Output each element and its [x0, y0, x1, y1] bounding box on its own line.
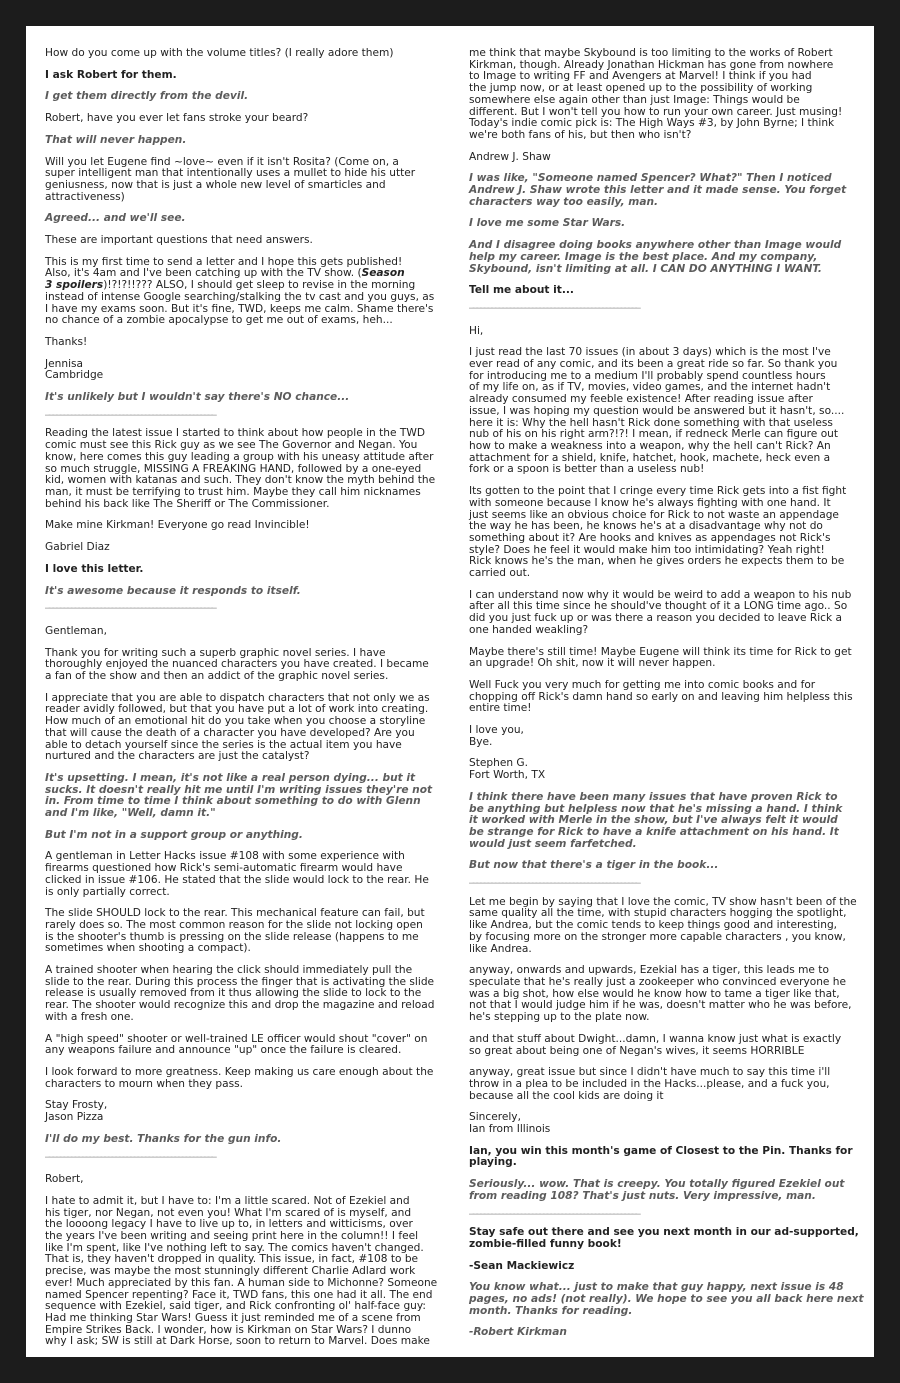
kirkman-response: It's upsetting. I mean, it's not like a real person dying... but it sucks. It doesn't really hit me until I'm writing issues they're not in. From time to time I think about something to do with Glenn and I'm like, "Well, damn it."	[45, 771, 433, 820]
letter-text: Thanks!	[45, 335, 88, 348]
left-column	[45, 48, 445, 1357]
letter-question: How do you come up with the volume titles? (I really adore them)	[45, 47, 394, 59]
editor-answer: Ian, you win this month's game of Closest to the Pin. Thanks for playing.	[469, 1144, 853, 1169]
editor-signature: -Sean Mackiewicz	[469, 1259, 575, 1272]
letters-page	[26, 26, 874, 1357]
letter-paragraph: Make mine Kirkman! Everyone go read Invincible!	[45, 519, 310, 532]
letter-signature: Gabriel Diaz	[45, 541, 110, 554]
kirkman-response: Agreed... and we'll see.	[45, 212, 186, 225]
letter-signature: Stephen G. Fort Worth, TX	[469, 757, 546, 782]
kirkman-response: I'll do my best. Thanks for the gun info.	[45, 1132, 282, 1145]
editor-answer: I love this letter.	[45, 562, 144, 575]
letter-paragraph: A trained shooter when hearing the click should immediately pull the slide to the rear. During this process the finger that is activating the slide release is usually removed from it thus allowing the slide to lock to the rear. The shooter would recognize this and drop the magazine and reload with a fresh one.	[45, 964, 435, 1023]
kirkman-response: And I disagree doing books anywhere other than Image would help my career. Image is the best place. And my company, Skybound, isn't limiting at all. I CAN DO ANYTHING I WANT.	[469, 239, 842, 275]
kirkman-response: I was like, "Someone named Spencer? What?" Then I noticed Andrew J. Shaw wrote this letter and it made sense. You forget characters way too easily, man.	[469, 172, 847, 208]
kirkman-response: That will never happen.	[45, 133, 187, 146]
kirkman-response: It's unlikely but I wouldn't say there's NO chance...	[45, 391, 350, 404]
letter-paragraph: A gentleman in Letter Hacks issue #108 with some experience with firearms questioned how Rick's semi-automatic firearm would have clicked in issue #106. He stated that the slide would lock to the rear. He is only partially correct.	[45, 850, 429, 898]
letter-paragraph: me think that maybe Skybound is too limiting to the works of Robert Kirkman, though. Already Jonathan Hickman has gone from nowhere to Image to writing FF and Avengers at Marvel! I think if you had the jump now, or at least opened up to the possibility of working somewhere else again other than just Image: Things would be different. But I won't tell you how to run your own career. Just musing! Today's indie comic pick is: The High Ways #3, by John Byrne; I think we're both fans of his, but then who isn't?	[469, 47, 843, 141]
letter-signature: Jennisa Cambridge	[45, 357, 104, 382]
editor-answer: Tell me about it...	[469, 284, 574, 297]
spoiler-warning: Season 3 spoilers	[45, 267, 405, 292]
letter-paragraph: Well Fuck you very much for getting me into comic books and for chopping off Rick's damn hand so early on and leaving him helpless this entire time!	[469, 678, 853, 715]
letter-paragraph: Its gotten to the point that I cringe every time Rick gets into a fist fight with someone because I know he's always fighting with one hand. It just seems like an obvious choice for Rick to not waste an appendage the way he has been, he knows he's at a disadvantage why not do something about it? Are hooks and knives as appendages not Rick's style? Does he feel it would make him too intimidating? Yeah right! Rick knows he's the man, when he gives orders he expects them to be carried out.	[469, 485, 847, 580]
letter-separator: ______________________________________________	[469, 1203, 640, 1215]
letter-signature: Andrew J. Shaw	[469, 150, 551, 163]
letter-text: )!?!?!!??? ALSO, I should get sleep to revise in the morning instead of intense Google searching/stalking the tv cast and you guys, as I have my exams soon. But it's fine, TWD, keeps me calm. Shame there's no chance of a zombie apocalypse to get me out of exams, heh...	[45, 279, 435, 327]
letter-greeting: Gentleman,	[45, 624, 107, 637]
letter-question: Robert, have you ever let fans stroke your beard?	[45, 112, 309, 125]
kirkman-response: It's awesome because it responds to itself.	[45, 584, 301, 597]
letter-paragraph: I appreciate that you are able to dispatch characters that not only we as reader avidly followed, but that you have put a lot of work into creating. How much of an emotional hit do you take when you choose a storyline that will cause the death of a character you have developed? Are you able to detach yourself since the series is the actual item you have nurtured and the characters are just the catalyst?	[45, 691, 430, 763]
kirkman-signoff: You know what... just to make that guy happy, next issue is 48 pages, no ads! (not really). We hope to see you all back here next month. Thanks for reading.	[469, 1281, 864, 1317]
letter-question: Will you let Eugene find ~love~ even if it isn't Rosita? (Come on, a super intelligent man that intentionally uses a mullet to hide his utter geniusness, now that is just a whole new level of smarticles and attractiveness)	[45, 155, 416, 203]
letter-paragraph	[45, 257, 445, 327]
kirkman-response: I get them directly from the devil.	[45, 90, 249, 103]
letter-paragraph: and that stuff about Dwight...damn, I wanna know just what is exactly so great about being one of Negan's wives, it seems HORRIBLE	[469, 1032, 842, 1057]
letter-closing: I love you, Bye.	[469, 724, 524, 748]
editor-answer: I ask Robert for them.	[45, 68, 177, 81]
letter-separator: ______________________________________________	[45, 1146, 216, 1158]
kirkman-response: But now that there's a tiger in the book...	[469, 859, 719, 872]
right-column	[469, 48, 867, 1349]
letter-paragraph: anyway, great issue but since I didn't have much to say this time i'll throw in a plea to be included in the Hacks...please, and a fuck you, because all the cool kids are doing it	[469, 1066, 831, 1102]
kirkman-response: I think there have been many issues that have proven Rick to be anything but helpless now that he's missing a hand. I think it worked with Merle in the show, but I've always felt it would be strange for Rick to have a knife attachment on his hand. It would just seem farfetched.	[469, 790, 843, 850]
letter-paragraph: Thank you for writing such a superb graphic novel series. I have thoroughly enjoyed the nuanced characters you have created. I became a fan of the show and then an addict of the graphic novel series.	[45, 646, 429, 683]
letter-paragraph: The slide SHOULD lock to the rear. This mechanical feature can fail, but rarely does so. The most common reason for the slide not locking open is the shooter's thumb is pressing on the slide release (happens to me sometimes when shooting a compact).	[45, 907, 425, 955]
letter-paragraph: Maybe there's still time! Maybe Eugene will think its time for Rick to get an upgrade! Oh shit, now it will never happen.	[469, 645, 852, 670]
letter-separator: ______________________________________________	[469, 297, 640, 309]
kirkman-response: But I'm not in a support group or anything.	[45, 828, 303, 841]
letter-separator: ______________________________________________	[469, 873, 640, 885]
editor-signoff: Stay safe out there and see you next month in our ad-supported, zombie-filled funny book!	[469, 1226, 859, 1250]
letter-question: These are important questions that need answers.	[45, 234, 313, 247]
letter-paragraph: I look forward to more greatness. Keep making us care enough about the characters to mourn when they pass.	[45, 1066, 434, 1090]
letter-signature: Sincerely, Ian from Illinois	[469, 1111, 551, 1136]
letter-paragraph: Reading the latest issue I started to think about how people in the TWD comic must see this Rick guy as we see The Governor and Negan. You know, here comes this guy leading a group with his uneasy attitude after so much struggle, MISSING A FREAKING HAND, followed by a one-eyed kid, women with katanas and such. They don't know the myth behind the man, it must be terrifying to trust him. Maybe they call him nicknames behind his back like The Sheriff or The Commissioner.	[45, 427, 436, 510]
letter-paragraph: I just read the last 70 issues (in about 3 days) which is the most I've ever read of any comic, and its been a great ride so far. So thank you for introducing me to a medium I'll probably spend countless hours of my life on, as if TV, movies, video games, and the internet hadn't already consumed my feeble existence! After reading issue after issue, I was hoping my question would be answered but it hasn't, so.... here it is: Why the hell hasn't Rick done something with that useless nub of his on his right arm?!?! I mean, if redneck Merle can figure out how to make a weakness into a weapon, why the hell can't Rick? An attachment for a shield, knife, hatchet, hook, machete, heck even a fork or a spoon is better than a useless nub!	[469, 346, 845, 476]
letter-paragraph: I hate to admit it, but I have to: I'm a little scared. Not of Ezekiel and his tiger, nor Negan, not even you! What I'm scared of is myself, and the loooong legacy I have to live up to, in letters and witticisms, over the years I've been writing and seeing print here in the column!! I feel like I'm spent, like I've nothing left to say. The comics haven't changed. That is, they haven't dropped in quality. This issue, in fact, #108 to be precise, was maybe the most stunningly different Charlie Adlard work ever! Much appreciated by this fan. A human side to Michonne? Someone named Spencer repenting? Face it, TWD fans, this one had it all. The end sequence with Ezekiel, said tiger, and Rick confronting ol' half-face guy: Had me thinking Star Wars! Guess it just reminded me of a scene from Empire Strikes Back. I wonder, how is Kirkman on Star Wars? I dunno why I ask; SW is still at Dark Horse, soon to return to Marvel. Does make	[45, 1194, 438, 1348]
letter-signature: Stay Frosty, Jason Pizza	[45, 1099, 108, 1124]
letter-greeting: Hi,	[469, 324, 484, 337]
letter-paragraph: anyway, onwards and upwards, Ezekial has a tiger, this leads me to speculate that he's really just a zookeeper who convinced everyone he was a big shot, how else would he know how to tame a tiger like that, not that I would judge him if he was, doesn't matter who he was before, he's stepping up to the plate now.	[469, 964, 852, 1024]
letter-separator: ______________________________________________	[45, 598, 216, 610]
letter-paragraph: A "high speed" shooter or well-trained LE officer would shout "cover" on any weapons failure and announce "up" once the failure is cleared.	[45, 1032, 428, 1057]
letter-paragraph: I can understand now why it would be weird to add a weapon to his nub after all this time since he should've thought of it a LONG time ago.. So did you just fuck up or was there a reason you decided to leave Rick a one handed weakling?	[469, 588, 852, 636]
kirkman-response: I love me some Star Wars.	[469, 217, 626, 230]
letter-text: This is my first time to send a letter and I hope this gets published! Also, it's 4am and I've been catching up with the TV show. (	[45, 255, 403, 280]
letter-greeting: Robert,	[45, 1173, 84, 1186]
letter-paragraph: Let me begin by saying that I love the comic, TV show hasn't been of the same quality all the time, with stupid characters hogging the spotlight, like Andrea, but the comic tends to keep things good and interesting, by focusing more on the stronger more capable characters , you know, like Andrea.	[469, 895, 857, 955]
kirkman-signature: -Robert Kirkman	[469, 1326, 567, 1339]
letter-separator: ______________________________________________	[45, 404, 216, 416]
kirkman-response: Seriously... wow. That is creepy. You totally figured Ezekiel out from reading 108? That's just nuts. Very impressive, man.	[469, 1178, 845, 1202]
